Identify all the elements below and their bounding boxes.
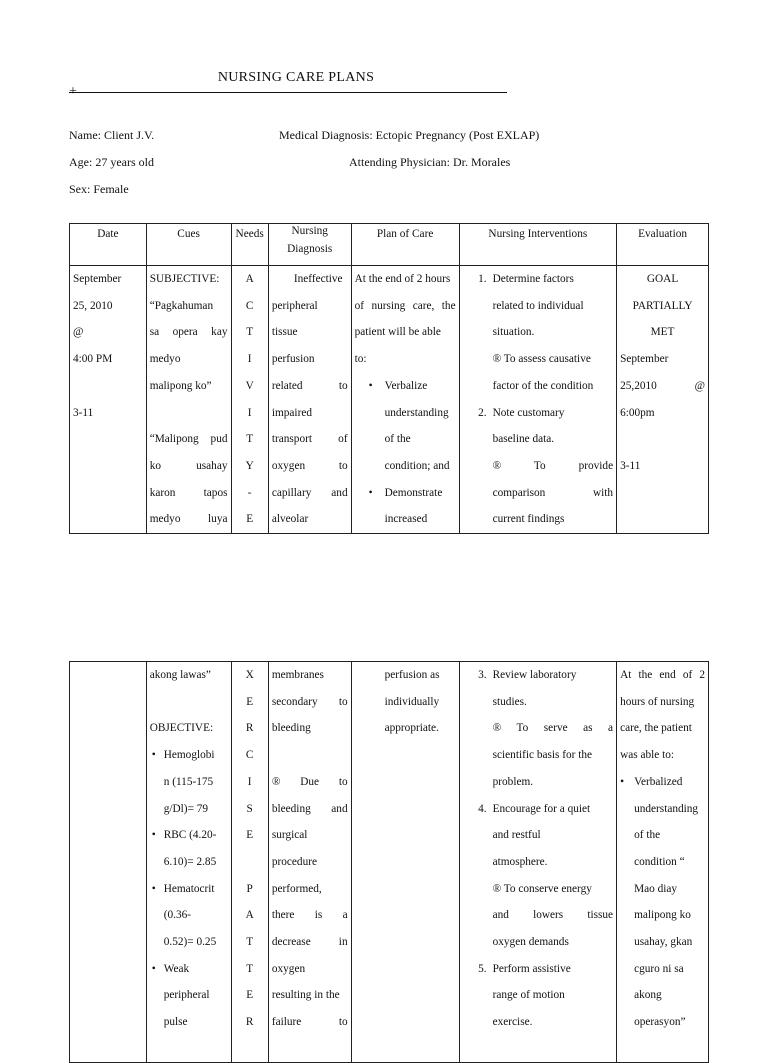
intervention-number: 3. xyxy=(478,669,487,681)
header-plan-of-care: Plan of Care xyxy=(351,224,459,266)
diagnosis-line: bleeding xyxy=(271,722,311,735)
intervention-text: Note customary xyxy=(492,406,565,419)
evaluation-line: of the xyxy=(634,829,661,842)
intervention-item xyxy=(463,266,613,293)
intervention-line: atmosphere. xyxy=(492,855,548,868)
rationale-line: ® To provide xyxy=(492,459,614,472)
needs-letter: S xyxy=(246,802,253,815)
intervention-line: situation. xyxy=(492,326,535,339)
cue-line: “Pagkahuman xyxy=(149,299,214,312)
intervention-text: Encourage for a quiet xyxy=(492,802,591,815)
care-plan-table-page-2 xyxy=(69,661,709,1063)
plan-bullet: • Demonstrate xyxy=(355,480,456,507)
diagnosis-line: tissue xyxy=(271,326,298,339)
diagnosis-line: oxygen to xyxy=(271,459,348,472)
rationale-line: factor of the condition xyxy=(492,379,594,392)
needs-letter: P xyxy=(246,882,253,895)
intervention-item xyxy=(463,662,613,689)
date-cell xyxy=(70,266,147,534)
diagnosis-line: related to xyxy=(271,379,348,392)
plan-line: condition; and xyxy=(384,459,450,472)
plan-line: of nursing care, the xyxy=(354,299,456,312)
cue-bullet: • Hemoglobi xyxy=(150,742,228,769)
date-cell xyxy=(70,662,147,1063)
diagnosis-line: Ineffective xyxy=(293,273,343,285)
diagnosis-line: capillary and xyxy=(271,486,348,499)
needs-letter: R xyxy=(245,1016,254,1029)
evaluation-line: operasyon” xyxy=(634,1016,686,1029)
evaluation-line: usahay, gkan xyxy=(634,936,693,949)
evaluation-line: condition “ xyxy=(634,855,685,868)
plan-line: appropriate. xyxy=(384,722,439,735)
plan-line: of the xyxy=(384,433,411,446)
intervention-number: 1. xyxy=(478,273,487,285)
evaluation-line: akong xyxy=(634,989,662,1002)
intervention-line: and restful xyxy=(492,829,541,842)
header-nursing-diagnosis xyxy=(268,224,351,266)
intervention-number: 2. xyxy=(478,406,487,419)
evaluation-line: cguro ni sa xyxy=(634,962,684,975)
rationale-line: ® To conserve energy xyxy=(492,882,592,895)
needs-letter: - xyxy=(247,486,252,499)
needs-letter: I xyxy=(247,353,252,366)
evaluation-date: 3-11 xyxy=(620,459,641,472)
cue-line: ko usahay xyxy=(149,459,228,472)
cue-line: medyo luya xyxy=(149,513,228,526)
title-underline xyxy=(69,92,507,93)
diagnosis-line: impaired xyxy=(271,406,312,419)
evaluation-line: At the end of 2 xyxy=(620,669,705,681)
evaluation-cell xyxy=(617,662,709,1063)
date-line: September xyxy=(73,273,122,285)
intervention-text: Review laboratory xyxy=(492,669,577,681)
intervention-line: exercise. xyxy=(492,1016,533,1029)
cue-line: 6.10)= 2.85 xyxy=(163,855,217,868)
diagnosis-line: perfusion xyxy=(271,353,315,366)
cue-line: malipong ko” xyxy=(149,379,212,392)
care-plan-table-page-1 xyxy=(69,223,709,534)
cue-line: n (115-175 xyxy=(163,775,214,788)
header-nursing-interventions: Nursing Interventions xyxy=(459,224,616,266)
header-evaluation: Evaluation xyxy=(617,224,709,266)
diagnosis-rationale: procedure xyxy=(271,855,318,868)
evaluation-date: 6:00pm xyxy=(620,406,655,419)
rationale-line: ® To assess causative xyxy=(492,353,591,366)
evaluation-cell xyxy=(617,266,709,534)
header-cues: Cues xyxy=(146,224,231,266)
evaluation-line: care, the patient xyxy=(620,722,692,735)
header-row xyxy=(70,224,709,266)
evaluation-date: 25,2010 @ xyxy=(620,379,705,392)
plan-line: understanding xyxy=(384,406,449,419)
evaluation-date: September xyxy=(620,353,669,366)
needs-letter: V xyxy=(245,379,254,392)
intervention-line: range of motion xyxy=(492,989,565,1002)
intervention-text: Perform assistive xyxy=(492,962,571,975)
intervention-number: 5. xyxy=(478,962,487,975)
interventions-cell xyxy=(459,266,616,534)
plan-cell xyxy=(351,662,459,1063)
diagnosis-rationale: performed, xyxy=(271,882,322,895)
cue-bullet: • RBC (4.20- xyxy=(150,822,228,849)
intervention-item xyxy=(463,400,613,427)
diagnosis-line: peripheral xyxy=(271,299,318,312)
cue-line: pulse xyxy=(163,1016,188,1029)
needs-cell xyxy=(231,662,268,1063)
attending-physician: Attending Physician: Dr. Morales xyxy=(349,155,511,169)
goal-status: PARTIALLY xyxy=(632,299,693,312)
objective-label: OBJECTIVE: xyxy=(149,722,214,735)
cue-bullet: • Hematocrit xyxy=(150,876,228,903)
needs-letter: T xyxy=(246,326,254,339)
needs-letter: X xyxy=(245,669,254,681)
evaluation-line: understanding xyxy=(634,802,699,815)
subjective-label: SUBJECTIVE: xyxy=(149,273,220,285)
patient-age: Age: 27 years old xyxy=(69,155,154,169)
cues-cell xyxy=(146,662,231,1063)
plan-line: At the end of 2 hours xyxy=(354,273,451,285)
cue-line: medyo xyxy=(149,353,181,366)
intervention-text: Determine factors xyxy=(492,273,574,285)
header-needs: Needs xyxy=(231,224,268,266)
care-plan-row xyxy=(70,266,709,534)
needs-letter: E xyxy=(246,695,254,708)
diagnosis-rationale: oxygen xyxy=(271,962,306,975)
rationale-line: problem. xyxy=(492,775,534,788)
needs-letter: A xyxy=(245,273,254,285)
cue-line: g/Dl)= 79 xyxy=(163,802,209,815)
intervention-line: related to individual xyxy=(492,299,584,312)
cue-line: (0.36- xyxy=(163,909,192,922)
diagnosis-rationale: failure to xyxy=(271,1016,348,1029)
rationale-line: scientific basis for the xyxy=(492,749,593,762)
goal-status: GOAL xyxy=(646,273,679,285)
interventions-cell xyxy=(459,662,616,1063)
needs-letter: I xyxy=(247,775,252,788)
needs-letter: Y xyxy=(245,459,254,472)
cue-line: sa opera kay xyxy=(149,326,228,339)
intervention-item xyxy=(463,956,613,983)
diagnosis-rationale: bleeding and xyxy=(271,802,348,815)
needs-letter: R xyxy=(245,722,254,735)
rationale-line: comparison with xyxy=(492,486,614,499)
patient-name: Name: Client J.V. xyxy=(69,128,155,142)
intervention-line: baseline data. xyxy=(492,433,555,446)
evaluation-line: malipong ko xyxy=(634,909,691,922)
diagnosis-rationale: there is a xyxy=(271,909,348,922)
cue-line: 0.52)= 0.25 xyxy=(163,936,217,949)
header-diagnosis-line-1: Nursing xyxy=(291,225,328,237)
cues-cell xyxy=(146,266,231,534)
evaluation-line: hours of nursing xyxy=(620,695,695,708)
plan-bullet: • Verbalize xyxy=(355,373,456,400)
diagnosis-cell xyxy=(268,266,351,534)
rationale-line: and lowers tissue xyxy=(492,909,614,922)
date-line: 25, 2010 xyxy=(73,299,113,312)
cue-bullet: • Weak xyxy=(150,956,228,983)
evaluation-line: Mao diay xyxy=(634,882,678,895)
plan-line: individually xyxy=(384,695,440,708)
diagnosis-line: membranes xyxy=(271,669,324,681)
diagnosis-rationale: ® Due to xyxy=(271,775,348,788)
needs-letter: C xyxy=(245,299,254,312)
plan-line: increased xyxy=(384,513,428,526)
needs-letter: E xyxy=(246,829,254,842)
plan-line: patient will be able xyxy=(354,326,441,339)
date-line: @ xyxy=(73,326,84,339)
needs-letter: C xyxy=(245,749,254,762)
cue-line: akong lawas” xyxy=(149,669,211,681)
cue-line: “Malipong pud xyxy=(149,433,228,446)
plan-line: perfusion as xyxy=(384,669,440,681)
cue-line: peripheral xyxy=(163,989,210,1002)
cue-line: karon tapos xyxy=(149,486,228,499)
needs-letter: E xyxy=(246,989,254,1002)
needs-cell xyxy=(231,266,268,534)
document-title: NURSING CARE PLANS xyxy=(217,70,375,85)
needs-letter: T xyxy=(246,433,254,446)
diagnosis-line: secondary to xyxy=(271,695,348,708)
intervention-line: studies. xyxy=(492,695,527,708)
date-line: 4:00 PM xyxy=(73,353,113,366)
header-diagnosis-line-2: Diagnosis xyxy=(287,243,333,255)
medical-diagnosis: Medical Diagnosis: Ectopic Pregnancy (Post EXLAP) xyxy=(279,128,540,142)
needs-letter: E xyxy=(246,513,254,526)
rule-mark: + xyxy=(69,84,77,99)
plan-cell xyxy=(351,266,459,534)
rationale-line: oxygen demands xyxy=(492,936,569,949)
rationale-line: ® To serve as a xyxy=(492,722,614,735)
rationale-line: current findings xyxy=(492,513,565,526)
diagnosis-cell xyxy=(268,662,351,1063)
diagnosis-rationale: surgical xyxy=(271,829,308,842)
date-line: 3-11 xyxy=(73,406,94,419)
needs-letter: I xyxy=(247,406,252,419)
needs-letter: T xyxy=(246,962,254,975)
intervention-item xyxy=(463,796,613,823)
care-plan-row xyxy=(70,662,709,1063)
needs-letter: A xyxy=(245,909,254,922)
plan-line: to: xyxy=(354,353,367,366)
goal-status: MET xyxy=(650,326,675,339)
evaluation-bullet: • Verbalized xyxy=(620,769,705,796)
diagnosis-line: transport of xyxy=(271,433,348,446)
needs-letter: T xyxy=(246,936,254,949)
diagnosis-line: alveolar xyxy=(271,513,309,526)
diagnosis-rationale: resulting in the xyxy=(271,989,340,1002)
intervention-number: 4. xyxy=(478,802,487,815)
header-date: Date xyxy=(70,224,147,266)
diagnosis-rationale: decrease in xyxy=(271,936,348,949)
evaluation-line: was able to: xyxy=(620,749,675,762)
patient-sex: Sex: Female xyxy=(69,182,129,196)
